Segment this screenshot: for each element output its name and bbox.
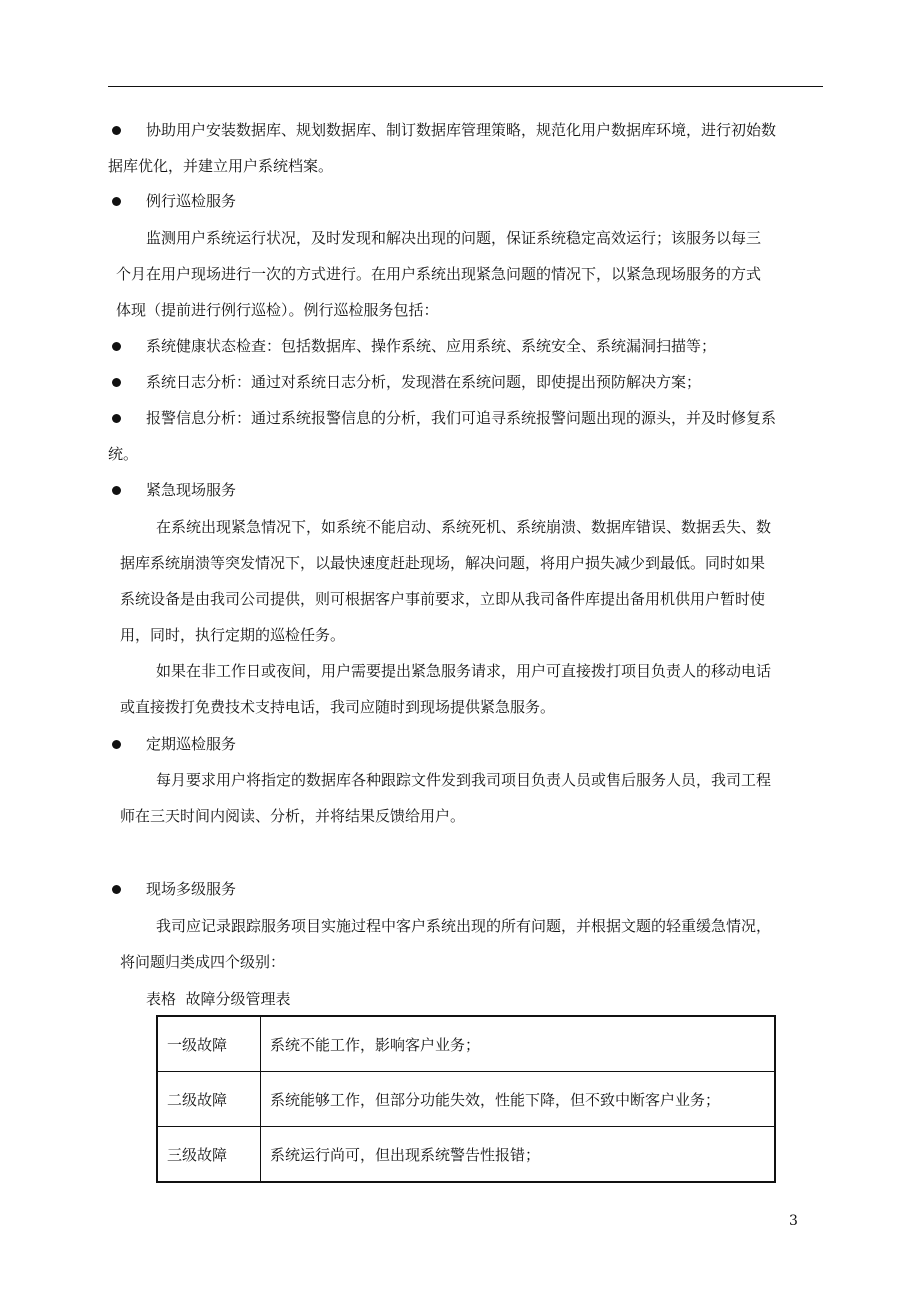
section-heading-routine-inspection: 例行巡检服务	[146, 192, 237, 210]
fault-level-table	[156, 1015, 776, 1183]
paragraph-line: 将问题归类成四个级别：	[120, 953, 286, 971]
paragraph-line: 系统设备是由我司公司提供，则可根据客户事前要求，立即从我司备件库提出备用机供用户暂时使	[120, 590, 766, 608]
bullet-icon	[112, 342, 121, 351]
paragraph-line: 师在三天时间内阅读、分析，并将结果反馈给用户。	[120, 807, 466, 825]
paragraph-line: 在系统出现紧急情况下，如系统不能启动、系统死机、系统崩溃、数据库错误、数据丢失、数	[156, 518, 772, 536]
paragraph-line: 如果在非工作日或夜间，用户需要提出紧急服务请求，用户可直接拨打项目负责人的移动电话	[156, 662, 772, 680]
table-cell-level: 三级故障	[157, 1127, 261, 1183]
table-row	[157, 1127, 775, 1183]
paragraph-line: 个月在用户现场进行一次的方式进行。在用户系统出现紧急问题的情况下，以紧急现场服务的方式	[116, 265, 762, 283]
table-cell-level: 二级故障	[157, 1072, 261, 1127]
list-item-alarm-analysis: 报警信息分析：通过系统报警信息的分析，我们可追寻系统报警问题出现的源头，并及时修复系	[146, 409, 777, 427]
list-item-log-analysis: 系统日志分析：通过对系统日志分析，发现潜在系统问题，即使提出预防解决方案；	[146, 373, 702, 391]
table-row	[157, 1016, 775, 1072]
table-cell-description: 系统不能工作，影响客户业务；	[261, 1016, 776, 1072]
bullet-icon	[112, 740, 121, 749]
table-cell-level: 一级故障	[157, 1016, 261, 1072]
list-item-alarm-analysis-continuation: 统。	[108, 445, 139, 463]
list-item-health-check: 系统健康状态检查：包括数据库、操作系统、应用系统、系统安全、系统漏洞扫描等；	[146, 337, 717, 355]
bullet-icon	[112, 378, 121, 387]
paragraph-line: 每月要求用户将指定的数据库各种跟踪文件发到我司项目负责人员或售后服务人员，我司工程	[156, 771, 772, 789]
section-heading-onsite-multilevel: 现场多级服务	[146, 880, 237, 898]
bullet-icon	[112, 486, 121, 495]
bullet-icon	[112, 414, 121, 423]
paragraph-line: 体现（提前进行例行巡检）。例行巡检服务包括：	[116, 301, 439, 319]
bullet-icon	[112, 126, 121, 135]
page-number: 3	[789, 1213, 798, 1229]
section-heading-emergency-service: 紧急现场服务	[146, 481, 237, 499]
paragraph-line: 监测用户系统运行状况，及时发现和解决出现的问题，保证系统稳定高效运行；该服务以每三	[146, 229, 762, 247]
bullet-text-continuation: 据库优化，并建立用户系统档案。	[108, 157, 334, 175]
paragraph-line: 据库系统崩溃等突发情况下，以最快速度赶赴现场，解决问题，将用户损失减少到最低。同时如果	[120, 554, 766, 572]
table-caption: 表格 故障分级管理表	[146, 990, 291, 1008]
header-rule	[108, 86, 823, 87]
bullet-text: 协助用户安装数据库、规划数据库、制订数据库管理策略，规范化用户数据库环境，进行初始数	[146, 121, 777, 139]
bullet-icon	[112, 197, 121, 206]
bullet-icon	[112, 885, 121, 894]
table-row	[157, 1072, 775, 1127]
section-heading-periodic-inspection: 定期巡检服务	[146, 735, 237, 753]
paragraph-line: 用，同时，执行定期的巡检任务。	[120, 626, 346, 644]
paragraph-line: 我司应记录跟踪服务项目实施过程中客户系统出现的所有问题，并根据文题的轻重缓急情况，	[156, 917, 772, 935]
table-cell-description: 系统能够工作，但部分功能失效，性能下降，但不致中断客户业务；	[261, 1072, 776, 1127]
table-cell-description: 系统运行尚可，但出现系统警告性报错；	[261, 1127, 776, 1183]
paragraph-line: 或直接拨打免费技术支持电话，我司应随时到现场提供紧急服务。	[120, 698, 556, 716]
